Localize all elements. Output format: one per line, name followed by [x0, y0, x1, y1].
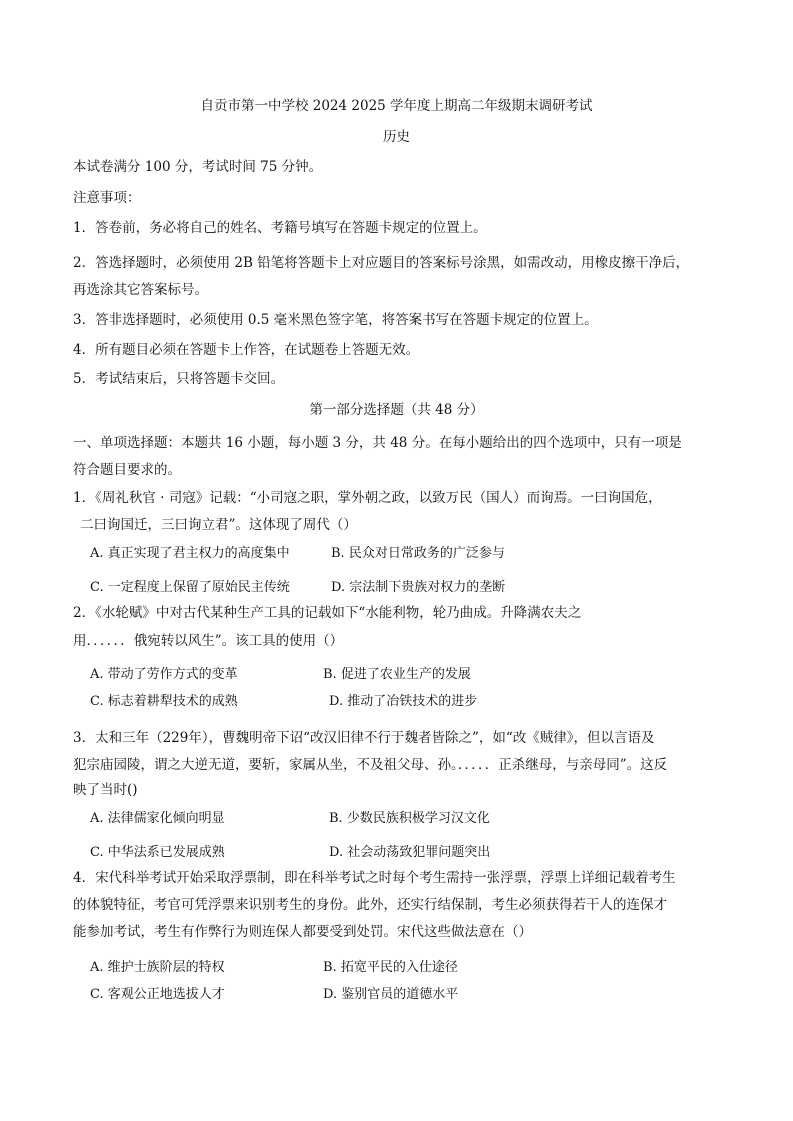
- question-2-stem-cont: 用．．．．．．俄宛转以风生”。该工具的使用（）: [73, 633, 344, 649]
- question-4-option-b[interactable]: B. 拓宽平民的入仕途径: [323, 960, 458, 975]
- question-4-option-d[interactable]: D. 鉴别官员的道德水平: [323, 987, 459, 1002]
- note-4: 4．所有题目必须在答题卡上作答，在试题卷上答题无效。: [73, 342, 420, 358]
- question-4-option-a[interactable]: A. 维护士族阶层的特权: [90, 960, 225, 975]
- question-2-option-a[interactable]: A. 带动了劳作方式的变革: [90, 667, 238, 682]
- question-3-stem-cont: 犯宗庙园陵，谓之大逆无道，要斩，家属从坐，不及祖父母、孙。．．．．．正杀继母，与亲母同”。这反: [73, 757, 668, 773]
- note-5: 5．考试结束后，只将答题卡交回。: [73, 371, 285, 387]
- question-1-stem-cont: 二曰询国迁，三曰询立君”。这体现了周代（）: [80, 517, 357, 533]
- question-4-option-c[interactable]: C. 客观公正地选拔人才: [90, 987, 225, 1002]
- question-2-stem: 2．《水轮赋》中对古代某种生产工具的记载如下“水能利物，轮乃曲成。升降满农夫之: [73, 605, 582, 621]
- question-3-stem: 3．太和三年（229年），曹魏明帝下诏“改汉旧律不行于魏者皆除之”，如“改《贼律》，但以言语及: [73, 730, 655, 746]
- part1-instruction: 一、单项选择题：本题共 16 小题，每小题 3 分，共 48 分。在每小题给出的四个选项中，只有一项是: [73, 435, 682, 451]
- question-3-option-d[interactable]: D. 社会动荡致犯罪问题突出: [329, 845, 491, 860]
- question-2-option-c[interactable]: C. 标志着耕犁技术的成熟: [90, 694, 238, 709]
- note-3: 3．答非选择题时，必须使用 0.5 毫米黑色签字笔，将答案书写在答题卡规定的位置上。: [73, 312, 598, 328]
- question-4-stem-cont2: 能参加考试，考生有作弊行为则连保人都要受到处罚。宋代这些做法意在（）: [73, 924, 532, 940]
- question-3-option-c[interactable]: C. 中华法系已发展成熟: [90, 845, 225, 860]
- question-1-option-a[interactable]: A. 真正实现了君主权力的高度集中: [90, 546, 290, 561]
- question-3-option-a[interactable]: A. 法律儒家化倾向明显: [90, 811, 225, 826]
- question-1-stem: 1．《周礼秋官 · 司寇》记载：“小司寇之职，掌外朝之政，以致万民（国人）而询焉。一曰询国危，: [73, 490, 662, 506]
- question-1-option-c[interactable]: C. 一定程度上保留了原始民主传统: [90, 580, 290, 595]
- question-2-option-d[interactable]: D. 推动了冶铁技术的进步: [329, 694, 478, 709]
- part1-instruction-cont: 符合题目要求的。: [73, 462, 181, 478]
- note-2: 2．答选择题时，必须使用 2B 铅笔将答题卡上对应题目的答案标号涂黑，如需改动，用橡皮擦干净后，: [73, 255, 690, 271]
- question-1-option-b[interactable]: B. 民众对日常政务的广泛参与: [331, 546, 505, 561]
- subject-title: 历史: [383, 129, 410, 145]
- question-4-stem: 4．宋代科举考试开始采取浮票制，即在科举考试之时每个考生需持一张浮票，浮票上详细记载着考生: [73, 870, 676, 886]
- question-3-stem-cont2: 映了当时(): [73, 782, 138, 798]
- score-time-line: 本试卷满分 100 分，考试时间 75 分钟。: [73, 159, 323, 175]
- notes-heading: 注意事项：: [73, 190, 141, 206]
- note-1: 1．答卷前，务必将自己的姓名、考籍号填写在答题卡规定的位置上。: [73, 220, 487, 236]
- question-3-option-b[interactable]: B. 少数民族积极学习汉文化: [329, 811, 490, 826]
- question-2-option-b[interactable]: B. 促进了农业生产的发展: [323, 667, 471, 682]
- question-1-option-d[interactable]: D. 宗法制下贵族对权力的垄断: [331, 580, 506, 595]
- note-2-cont: 再选涂其它答案标号。: [73, 282, 208, 298]
- exam-title: 自贡市第一中学校 2024 2025 学年度上期高二年级期末调研考试: [200, 98, 593, 114]
- part1-heading: 第一部分选择题（共 48 分）: [309, 402, 484, 418]
- question-4-stem-cont: 的体貌特征，考官可凭浮票来识别考生的身份。此外，还实行结保制，考生必须获得若干人的连保才: [73, 897, 667, 913]
